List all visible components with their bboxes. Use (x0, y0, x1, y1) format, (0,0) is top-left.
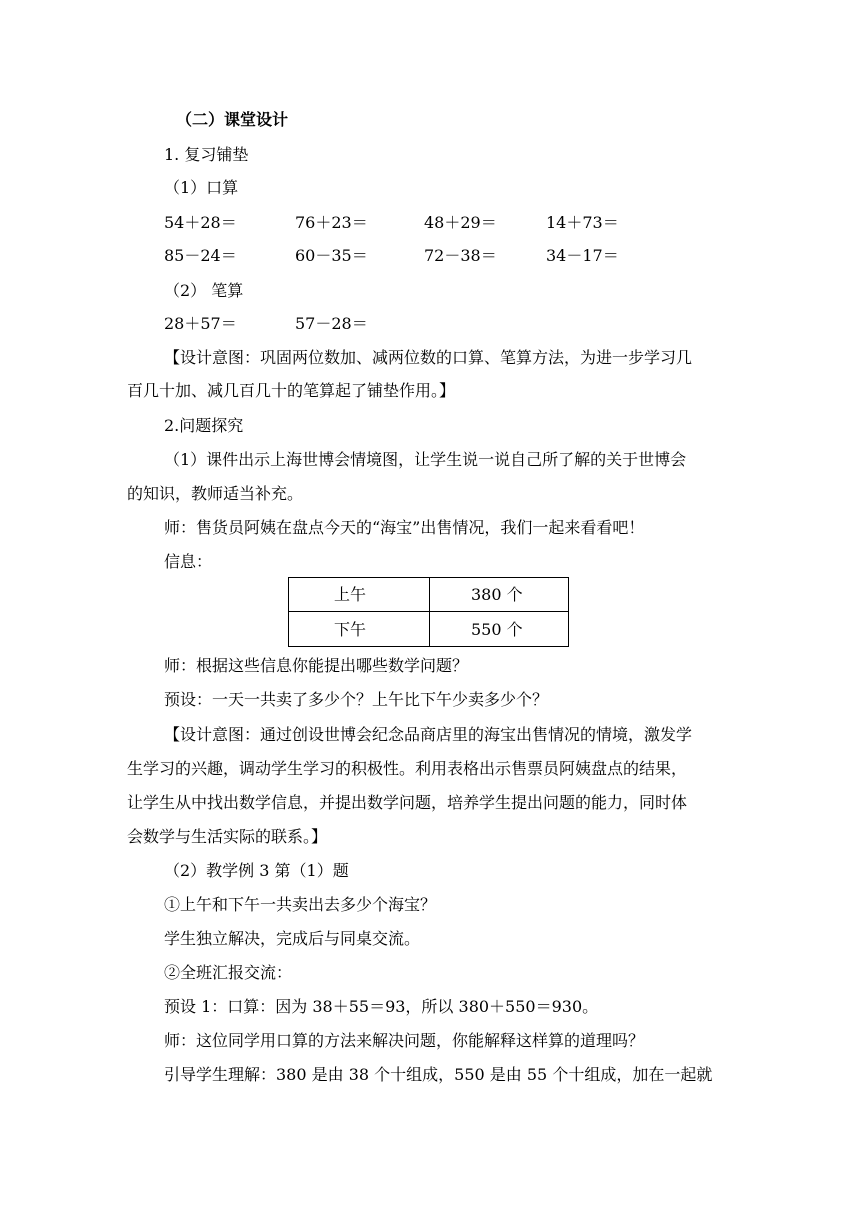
guide-line: 引导学生理解：380 是由 38 个十组成，550 是由 55 个十组成，加在一起就 (164, 1065, 713, 1084)
oral-expr-3: 48＋29＝ (424, 213, 497, 232)
oral-expr-4: 14＋73＝ (546, 213, 619, 232)
design-intent-2-line-2: 生学习的兴趣，调动学生学习的积极性。利用表格出示售票员阿姨盘点的结果， (127, 759, 688, 778)
info-label: 信息： (164, 552, 213, 571)
teacher-line-1: 师：售货员阿姨在盘点今天的“海宝”出售情况，我们一起来看看吧！ (164, 518, 645, 537)
written-expr-2: 57－28＝ (295, 314, 368, 333)
preset-line-1: 预设：一天一共卖了多少个？上午比下午少卖多少个？ (164, 690, 549, 709)
teacher-line-3: 师：这位同学用口算的方法来解决问题，你能解释这样算的道理吗？ (164, 1031, 645, 1050)
paragraph-1-line-1: （1）课件出示上海世博会情境图，让学生说一说自己所了解的关于世博会 (164, 450, 687, 469)
solve-line: 学生独立解决，完成后与同桌交流。 (164, 929, 421, 948)
oral-expr-5: 85－24＝ (164, 246, 237, 265)
design-intent-1-line-2: 百几十加、减几百几十的笔算起了铺垫作用。】 (127, 381, 456, 400)
oral-expr-6: 60－35＝ (295, 246, 368, 265)
example-title: （2）教学例 3 第（1）题 (164, 861, 349, 880)
design-intent-2-line-3: 让学生从中找出数学信息，并提出数学问题，培养学生提出问题的能力，同时体 (127, 793, 688, 812)
teacher-line-2: 师：根据这些信息你能提出哪些数学问题？ (164, 656, 469, 675)
design-intent-1-line-1: 【设计意图：巩固两位数加、减两位数的口算、笔算方法，为进一步学习几 (164, 348, 693, 367)
table-border-left (288, 577, 289, 647)
info-table (288, 577, 569, 647)
preset-line-2: 预设 1：口算：因为 38＋55＝93，所以 380＋550＝930。 (164, 997, 599, 1016)
table-cell-time: 下午 (334, 620, 367, 639)
section-title: （二）课堂设计 (176, 110, 289, 129)
table-cell-count: 550 个 (471, 620, 523, 639)
design-intent-2-line-4: 会数学与生活实际的联系。】 (127, 827, 328, 846)
oral-expr-1: 54＋28＝ (164, 213, 237, 232)
written-expr-1: 28＋57＝ (164, 314, 237, 333)
step2-title: 2.问题探究 (164, 416, 244, 435)
table-cell-count: 380 个 (471, 585, 523, 604)
question-1: ①上午和下午一共卖出去多少个海宝？ (164, 895, 437, 914)
written-title: （2） 笔算 (164, 281, 244, 300)
table-border-right (568, 577, 569, 647)
table-cell-time: 上午 (334, 585, 367, 604)
oral-title: （1）口算 (164, 178, 239, 197)
question-2: ②全班汇报交流： (164, 963, 293, 982)
oral-expr-8: 34－17＝ (546, 246, 619, 265)
paragraph-1-line-2: 的知识，教师适当补充。 (127, 484, 304, 503)
table-border-divider (429, 577, 430, 647)
oral-expr-2: 76＋23＝ (295, 213, 368, 232)
step1-title: 1. 复习铺垫 (164, 145, 249, 164)
oral-expr-7: 72－38＝ (424, 246, 497, 265)
design-intent-2-line-1: 【设计意图：通过创设世博会纪念品商店里的海宝出售情况的情境，激发学 (164, 725, 693, 744)
